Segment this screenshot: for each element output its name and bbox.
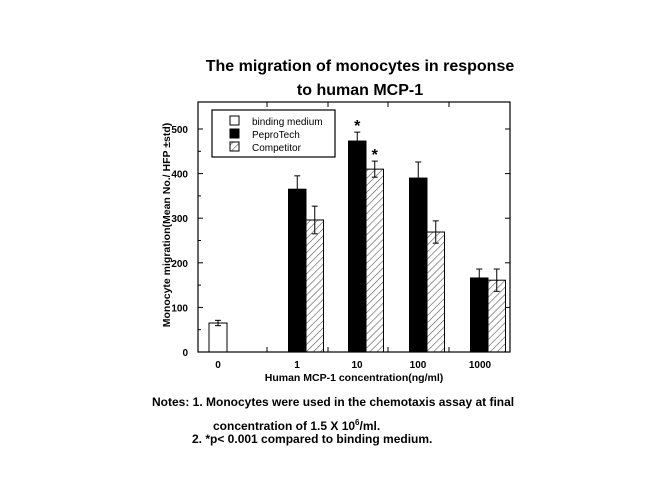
bar-binding-medium-0: [209, 323, 227, 352]
y-tick-label: 500: [171, 125, 188, 136]
chart-title-line-1: The migration of monocytes in response: [205, 58, 515, 75]
y-tick-label: 200: [171, 258, 188, 270]
bar-peprotech-1: [289, 189, 307, 352]
y-tick-label: 100: [171, 303, 188, 315]
legend-swatch-competitor: [230, 142, 239, 151]
legend-swatch-binding-medium: [230, 116, 239, 125]
x-tick-label: 10: [351, 360, 363, 371]
bar-peprotech-10: [349, 141, 367, 352]
bar-competitor-100: [427, 232, 445, 352]
x-tick-label: 1: [294, 360, 300, 371]
legend-label: binding medium: [252, 117, 323, 128]
bar-peprotech-1000: [471, 278, 489, 352]
legend: [212, 110, 335, 157]
chart-title-line-2: to human MCP-1: [296, 82, 424, 99]
x-tick-label: 0: [215, 360, 221, 371]
note-1-text: concentration of 1.5 X 10: [213, 419, 356, 433]
y-tick-label: 0: [182, 348, 188, 359]
y-tick-label: 300: [171, 214, 188, 226]
legend-label: Competitor: [252, 143, 301, 154]
note-1: Notes: 1. Monocytes were used in the chemotaxis assay at final: [152, 395, 515, 409]
significance-asterisk: *: [371, 147, 378, 165]
y-tick-label: 400: [171, 169, 188, 181]
note-1-continued: [213, 418, 380, 433]
significance-asterisk: *: [354, 118, 361, 136]
note-1-unit: /ml.: [359, 419, 381, 433]
x-tick-label: 100: [409, 360, 427, 371]
legend-swatch-peprotech: [230, 129, 239, 138]
note-2: 2. *p< 0.001 compared to binding medium.: [192, 432, 433, 446]
bar-peprotech-100: [410, 178, 428, 352]
x-axis-label: Human MCP-1 concentration(ng/ml): [264, 372, 444, 384]
note-exponent: 6: [355, 418, 360, 427]
legend-label: PeproTech: [252, 130, 300, 141]
x-tick-label: 1000: [468, 360, 492, 371]
bar-competitor-10: [366, 169, 384, 352]
y-axis-label: Monocyte migration(Mean No./ HFP ±std): [161, 122, 173, 328]
bar-competitor-1: [306, 220, 324, 352]
